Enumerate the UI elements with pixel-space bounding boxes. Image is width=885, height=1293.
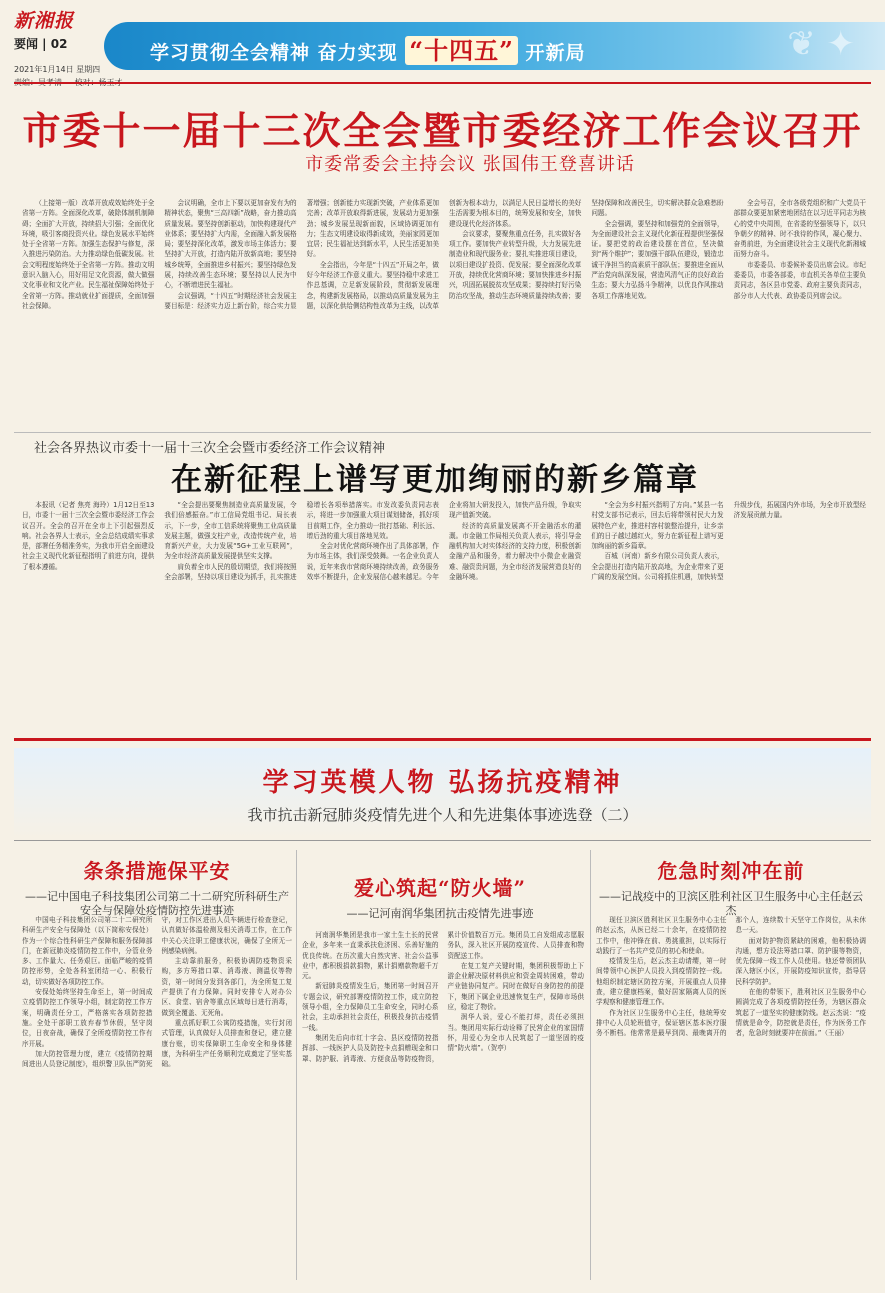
article1-paragraph: 全会号召，全市各级党组织和广大党员干部群众要更加紧密地团结在以习近平同志为核心的党中央周围，在省委的坚强领导下，以只争朝夕的精神、时不我待的作风，凝心聚力、奋勇前进，为全面建设社会主义现代化新湘城而努力奋斗。 [733,199,866,259]
story1-body [22,915,292,1277]
story2-subtitle: ——记河南润华集团抗击疫情先进事迹 [346,907,534,920]
story2-body [302,930,584,1277]
dove-decoration-icon: ❦ ✦ [787,24,855,64]
article1-paragraph: 会议明确，全市上下要以更加奋发有为的精神状态，聚焦“三高四新”战略，奋力推动高质量发展。要坚持创新驱动，加快构建现代产业体系；要坚持扩大内需，全面融入新发展格局；要坚持深化改革，激发市场主体活力；要坚持扩大开放，打造内陆开放新高地；要坚持城乡统筹，全面推进乡村振兴；要坚持绿色发展，持续改善生态环境；要坚持以人民为中心，不断增进民生福祉。 [164,199,297,290]
story3-paragraph: 疫情发生后，赵云杰主动请缨，第一时间带领中心医护人员投入到疫情防控一线。他组织制定辖区防控方案，开展重点人员排查，建立健康档案，做好居家隔离人员的医学观察和健康管理工作。 [596,957,727,1007]
story3-body [596,915,866,1277]
story3-title: 危急时刻冲在前 [657,859,805,883]
feature-rule [14,840,871,841]
article2-paragraph: 百城（河南）新乡有限公司负责人表示，全会提出打造内陆开放高地，为企业带来了更广阔的发展空间。公司将抓住机遇，加快转型升级步伐，拓展国内外市场，为全市开放型经济发展贡献力量。 [591,501,866,582]
story2-header [300,872,580,921]
article2-paragraph: “全会提出要聚焦制造业高质量发展，令我们倍感振奋。”市工信局党组书记、局长表示，下一步，全市工信系统将聚焦工业高质量发展主题，做强支柱产业，改造传统产业，培育新兴产业，大力发展“5G+工业互联网”，为全市经济高质量发展提供坚实支撑。 [164,501,297,561]
banner-part1: 学习贯彻全会精神 [150,42,311,64]
banner-part2: 奋力实现 [317,42,398,64]
article2-paragraph: 经济的高质量发展离不开金融活水的灌溉。市金融工作局相关负责人表示，将引导金融机构加大对实体经济的支持力度，积极创新金融产品和服务，着力解决中小微企业融资难、融资贵问题，为全市经济发展营造良好的金融环境。 [448,521,582,582]
story1-paragraph: 安保处始终坚持生命至上，第一时间成立疫情防控工作领导小组，制定防控工作方案，明确责任分工，严格落实各项防控措施。全处干部职工放弃春节休假，坚守岗位，日夜奋战，确保了全所疫情防控工作有序开展。 [22,988,153,1048]
second-headline: 在新征程上谱写更加绚丽的新乡篇章 [171,462,699,498]
banner-highlight: “十四五” [405,36,518,65]
article1-paragraph: 会议强调，“十四五”时期经济社会发展主要目标是：经济实力迈上新台阶，综合实力显著增强；创新能力实现新突破，产业体系更加完善；改革开放取得新进展，发展动力更加强劲；城乡发展呈现新面貌，区域协调更加有力；生态文明建设取得新成效，美丽家园更加宜居；民生福祉达到新水平，人民生活更加美好。 [164,199,439,310]
section-divider [14,432,871,433]
article1-paragraph: 会议要求，要聚焦重点任务，扎实做好各项工作。要加快产业转型升级，大力发展先进制造业和现代服务业；要扎实推进项目建设，以项目建设扩投资、促发展；要全面深化改革开放，持续优化营商环境；要加快推进乡村振兴，巩固拓展脱贫攻坚成果；要持续打好污染防治攻坚战，推动生态环境质量持续改善；要坚持保障和改善民生，切实解决群众急难愁盼问题。 [448,199,724,300]
story3-header [596,855,866,918]
story1-header [22,855,292,918]
story1-title: 条条措施保平安 [83,859,231,883]
story1-paragraph: 加大防控管理力度，建立《疫情防控期间进出人员登记制度》，组织警卫队伍严防死守，对工作区进出人员车辆进行检查登记，认真做好体温检测及相关消毒工作，在工作中关心关注职工健康状况，确保了全所无一例感染病例。 [22,916,292,1069]
feature-subtitle: 我市抗击新冠肺炎疫情先进个人和先进集体事迹选登（二） [247,806,638,824]
article1-paragraph: 市委委员、市委候补委员出席会议。市纪委委员，市委各部委，市直机关各单位主要负责同志，各区县市党委、政府主要负责同志，部分市人大代表、政协委员列席会议。 [733,260,866,300]
story3-paragraph: 作为社区卫生服务中心主任，他统筹安排中心人员轮班值守，保证辖区基本医疗服务不断档。他常常是最早到岗、最晚离开的那个人，连续数十天坚守工作岗位，从未休息一天。 [596,916,866,1038]
article2-body [22,500,866,728]
story3-subtitle: ——记战疫中的卫滨区胜利社区卫生服务中心主任赵云杰 [599,890,863,917]
story1-paragraph: 主动靠前服务，积极协调防疫物资采购，多方筹措口罩、消毒液、测温仪等物资，第一时间分发到各部门，为全所复工复产提供了有力保障。同时安排专人对办公区、食堂、宿舍等重点区域每日进行消毒，做到全覆盖、无死角。 [161,957,292,1017]
article2-paragraph: 本报讯（记者 焦亮 海玲）1月12日至13日，市委十一届十三次全会暨市委经济工作会议召开。全会的召开在全市上下引起强烈反响。社会各界人士表示，全会总结成绩实事求是，部署任务精准务实，为我市开启全面建设社会主义现代化新征程指明了前进方向，提供了根本遵循。 [22,501,155,571]
main-subheadline: 市委常委会主持会议 张国伟王登喜讲话 [305,154,635,175]
page-label: 要闻 | 02 [14,37,68,51]
article2-paragraph: “全会为乡村振兴指明了方向。”某县一名村党支部书记表示，回去后将带领村民大力发展特色产业，推进村容村貌整治提升，让乡亲们的日子越过越红火，努力在新征程上谱写更加绚丽的新乡篇章。 [591,501,724,551]
article1-body [22,198,866,428]
article2-paragraph: 肩负着全市人民的殷切期望，我们将按照全会部署，坚持以项目建设为抓手，扎实推进稳增长各项举措落实。市发改委负责同志表示，将进一步加强重大项目谋划储备，抓好项目前期工作，全力推动一批打基础、利长远、增后劲的重大项目落地见效。 [164,501,439,582]
second-kicker: 社会各界热议市委十一届十三次全会暨市委经济工作会议精神 [34,441,386,456]
issue-date: 2021年1月14日 星期四 [14,65,101,74]
story2-paragraph: 河南润华集团是我市一家土生土长的民营企业，多年来一直秉承扶危济困、乐善好施的优良传统。在历次重大自然灾害、社会公益事业中，都积极捐款捐物，累计捐赠款物超千万元。 [302,931,439,981]
feature-title: 学习英模人物 弘扬抗疫精神 [262,768,623,798]
article1-paragraph: 全会指出，今年是“十四五”开局之年，做好今年经济工作意义重大。要坚持稳中求进工作总基调，立足新发展阶段，贯彻新发展理念，构建新发展格局，以推动高质量发展为主题，以深化供给侧结构性改革为主线，以改革创新为根本动力，以满足人民日益增长的美好生活需要为根本目的，统筹发展和安全，加快建设现代化经济体系。 [306,199,582,310]
article2-paragraph: 全会对优化营商环境作出了具体部署，作为市场主体，我们深受鼓舞。一名企业负责人说，近年来我市营商环境持续改善，政务服务效率不断提升，企业发展信心越来越足。今年企业将加大研发投入，加快产品升级，争取实现产值新突破。 [306,501,582,582]
story2-paragraph: 新冠肺炎疫情发生后，集团第一时间召开专题会议，研究部署疫情防控工作，成立防控领导小组，全力保障员工生命安全，同时心系社会，主动承担社会责任，积极投身抗击疫情一线。 [302,982,439,1032]
banner-slogan [150,31,586,66]
story3-paragraph: 在他的带领下，胜利社区卫生服务中心圆满完成了各项疫情防控任务，为辖区群众筑起了一道坚实的健康防线。赵云杰说：“疫情就是命令，防控就是责任，作为医务工作者，危急时刻就要冲在前面。”（王丽） [735,988,866,1038]
red-rule [14,738,871,741]
theme-banner [104,22,885,70]
column-divider [590,850,591,1280]
story2-paragraph: 在复工复产关键时期，集团积极帮助上下游企业解决原材料供应和资金周转困难，带动产业链协同复产。同时在做好自身防控的前提下，集团下属企业迅速恢复生产，保障市场供应，稳定了物价。 [447,961,584,1012]
banner-part3: 开新局 [525,42,586,64]
story2-paragraph: 集团先后向市红十字会、县区疫情防控指挥部、一线医护人员及防控卡点捐赠现金和口罩、防护服、消毒液、方便食品等防疫物资，累计价值数百万元。集团员工自发组成志愿服务队，深入社区开展防疫宣传、人员排查和物资配送工作。 [302,931,584,1063]
top-rule [14,82,871,84]
story1-paragraph: 中国电子科技集团公司第二十二研究所科研生产安全与保障处（以下简称安保处）作为一个综合性科研生产保障和服务保障部门，在新冠肺炎疫情防控工作中，分管业务多、工作量大、任务艰巨。面临严峻的疫情防控形势，全处各科室团结一心、积极行动，切实做好各项防控工作。 [22,916,153,986]
column-divider [296,850,297,1280]
article1-paragraph: （上接第一版）改革开放成效始终处于全省第一方阵。全面深化改革，破除体制机制障碍；全面扩大开放，持续招大引强；全面优化环境，吸引客商投资兴业。绿色发展水平始终处于全省第一方阵。加强生态保护与修复，深入推进污染防治。大力推动绿色低碳发展。社会文明程度始终处于全省第一方阵。推动文明意识入脑入心，用好用足文化资源，做大做强文化事业和文化产业。民生福祉保障始终处于全省第一方阵。推动就业扩面提质，全面加强社会保障。 [22,199,155,310]
story1-subtitle: ——记中国电子科技集团公司第二十二研究所科研生产安全与保障处疫情防控先进事迹 [25,890,289,917]
story1-paragraph: 重点抓好职工公寓防疫措施，实行封闭式管理，认真做好人员排查和登记，建立健康台账，切实保障职工生命安全和身体健康，为科研生产任务顺利完成奠定了坚实基础。 [161,1018,292,1069]
story3-paragraph: 现任卫滨区胜利社区卫生服务中心主任的赵云杰，从医已经二十余年，在疫情防控工作中，他冲锋在前、勇挑重担，以实际行动践行了一名共产党员的初心和使命。 [596,916,727,955]
story3-paragraph: 面对防护物资紧缺的困难，他积极协调沟通，想方设法筹措口罩、防护服等物资，优先保障一线工作人员使用。他还带领团队深入辖区小区，开展防疫知识宣传，指导居民科学防护。 [735,936,866,986]
story2-title: 爱心筑起“防火墙” [353,876,526,900]
article1-paragraph: 全会强调，要坚持和加强党的全面领导，为全面建设社会主义现代化新征程提供坚强保证。要把党的政治建设摆在首位，坚决做到“两个维护”；要加强干部队伍建设，锻造忠诚干净担当的高素质干部队伍；要推进全面从严治党向纵深发展，营造风清气正的良好政治生态；要大力弘扬斗争精神，以优良作风推动各项工作落地见效。 [591,219,724,300]
feature-header [14,748,871,838]
story2-paragraph: 润华人说，爱心不能打烊，责任必须担当。集团用实际行动诠释了民营企业的家国情怀，用爱心为全市人民筑起了一道坚固的疫情“防火墙”。（贺亭） [447,1013,584,1053]
newspaper-logo: 新湘报 [14,10,75,32]
main-headline: 市委十一届十三次全会暨市委经济工作会议召开 [22,108,863,153]
